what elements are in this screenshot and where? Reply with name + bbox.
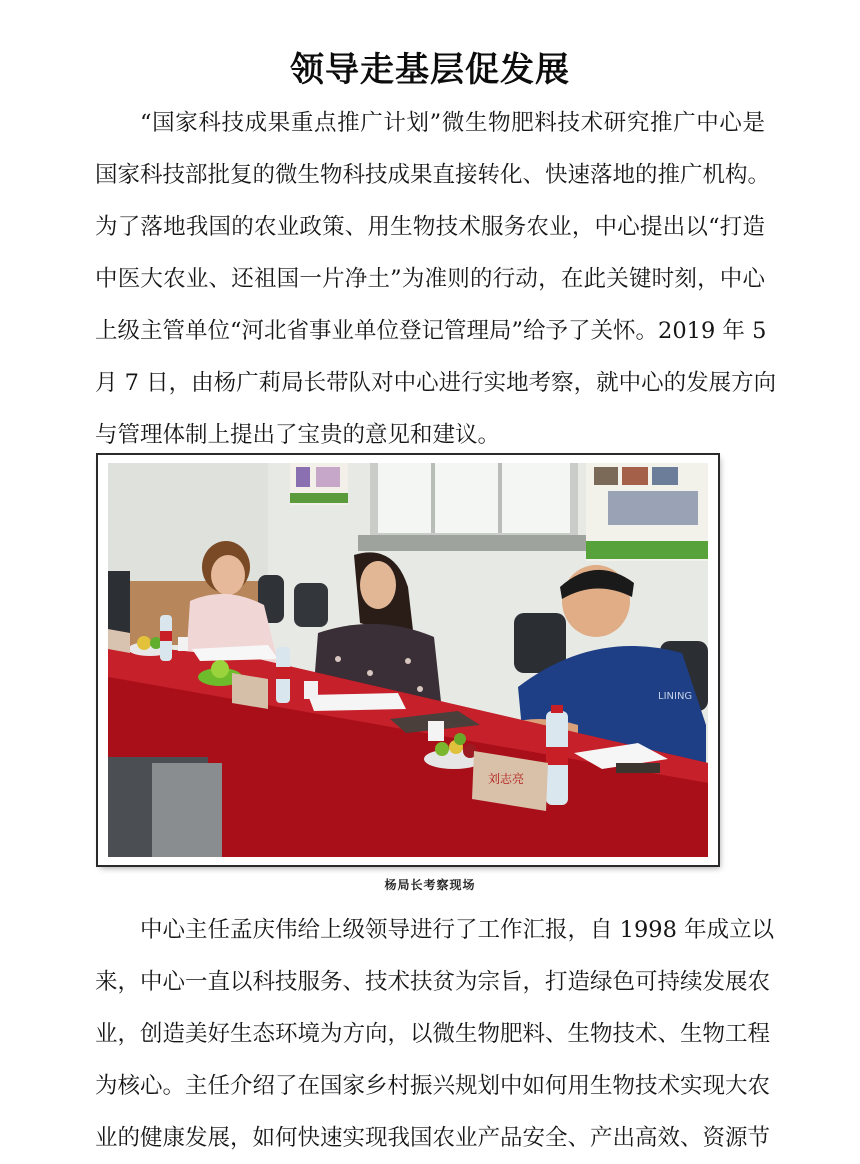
inspection-photo: [98, 455, 718, 865]
nameplate-text: 刘志亮: [488, 772, 525, 786]
text-line: 上级主管单位“河北省事业单位登记管理局”给予了关怀。2019 年 5: [95, 318, 767, 344]
text-line: 与管理体制上提出了宝贵的意见和建议。: [95, 422, 501, 448]
text-line: 国家科技部批复的微生物科技成果直接转化、快速落地的推广机构。: [95, 162, 771, 188]
text-line: 为核心。主任介绍了在国家乡村振兴规划中如何用生物技术实现大农: [95, 1073, 771, 1099]
text-line: 来，中心一直以科技服务、技术扶贫为宗旨，打造绿色可持续发展农: [95, 969, 771, 995]
text-line: 中心主任孟庆伟给上级领导进行了工作汇报，自 1998 年成立以: [140, 917, 775, 943]
paragraph-report: [95, 904, 775, 1164]
text-line: 为了落地我国的农业政策、用生物技术服务农业，中心提出以“打造: [95, 214, 765, 240]
photo-caption: 杨局长考察现场: [384, 878, 476, 892]
text-line: “国家科技成果重点推广计划”微生物肥料技术研究推广中心是: [140, 110, 765, 136]
text-line: 业的健康发展，如何快速实现我国农业产品安全、产出高效、资源节: [95, 1125, 771, 1151]
article-title: 领导走基层促发展: [290, 50, 570, 90]
text-line: 月 7 日，由杨广莉局长带队对中心进行实地考察，就中心的发展方向: [95, 370, 777, 396]
text-line: 业，创造美好生态环境为方向，以微生物肥料、生物技术、生物工程: [95, 1021, 771, 1047]
paragraph-intro: [95, 97, 777, 461]
shirt-logo-text: LINING: [658, 691, 693, 702]
photo-illustration: [108, 463, 708, 857]
text-line: 中医大农业、还祖国一片净土”为准则的行动，在此关键时刻，中心: [95, 266, 765, 292]
